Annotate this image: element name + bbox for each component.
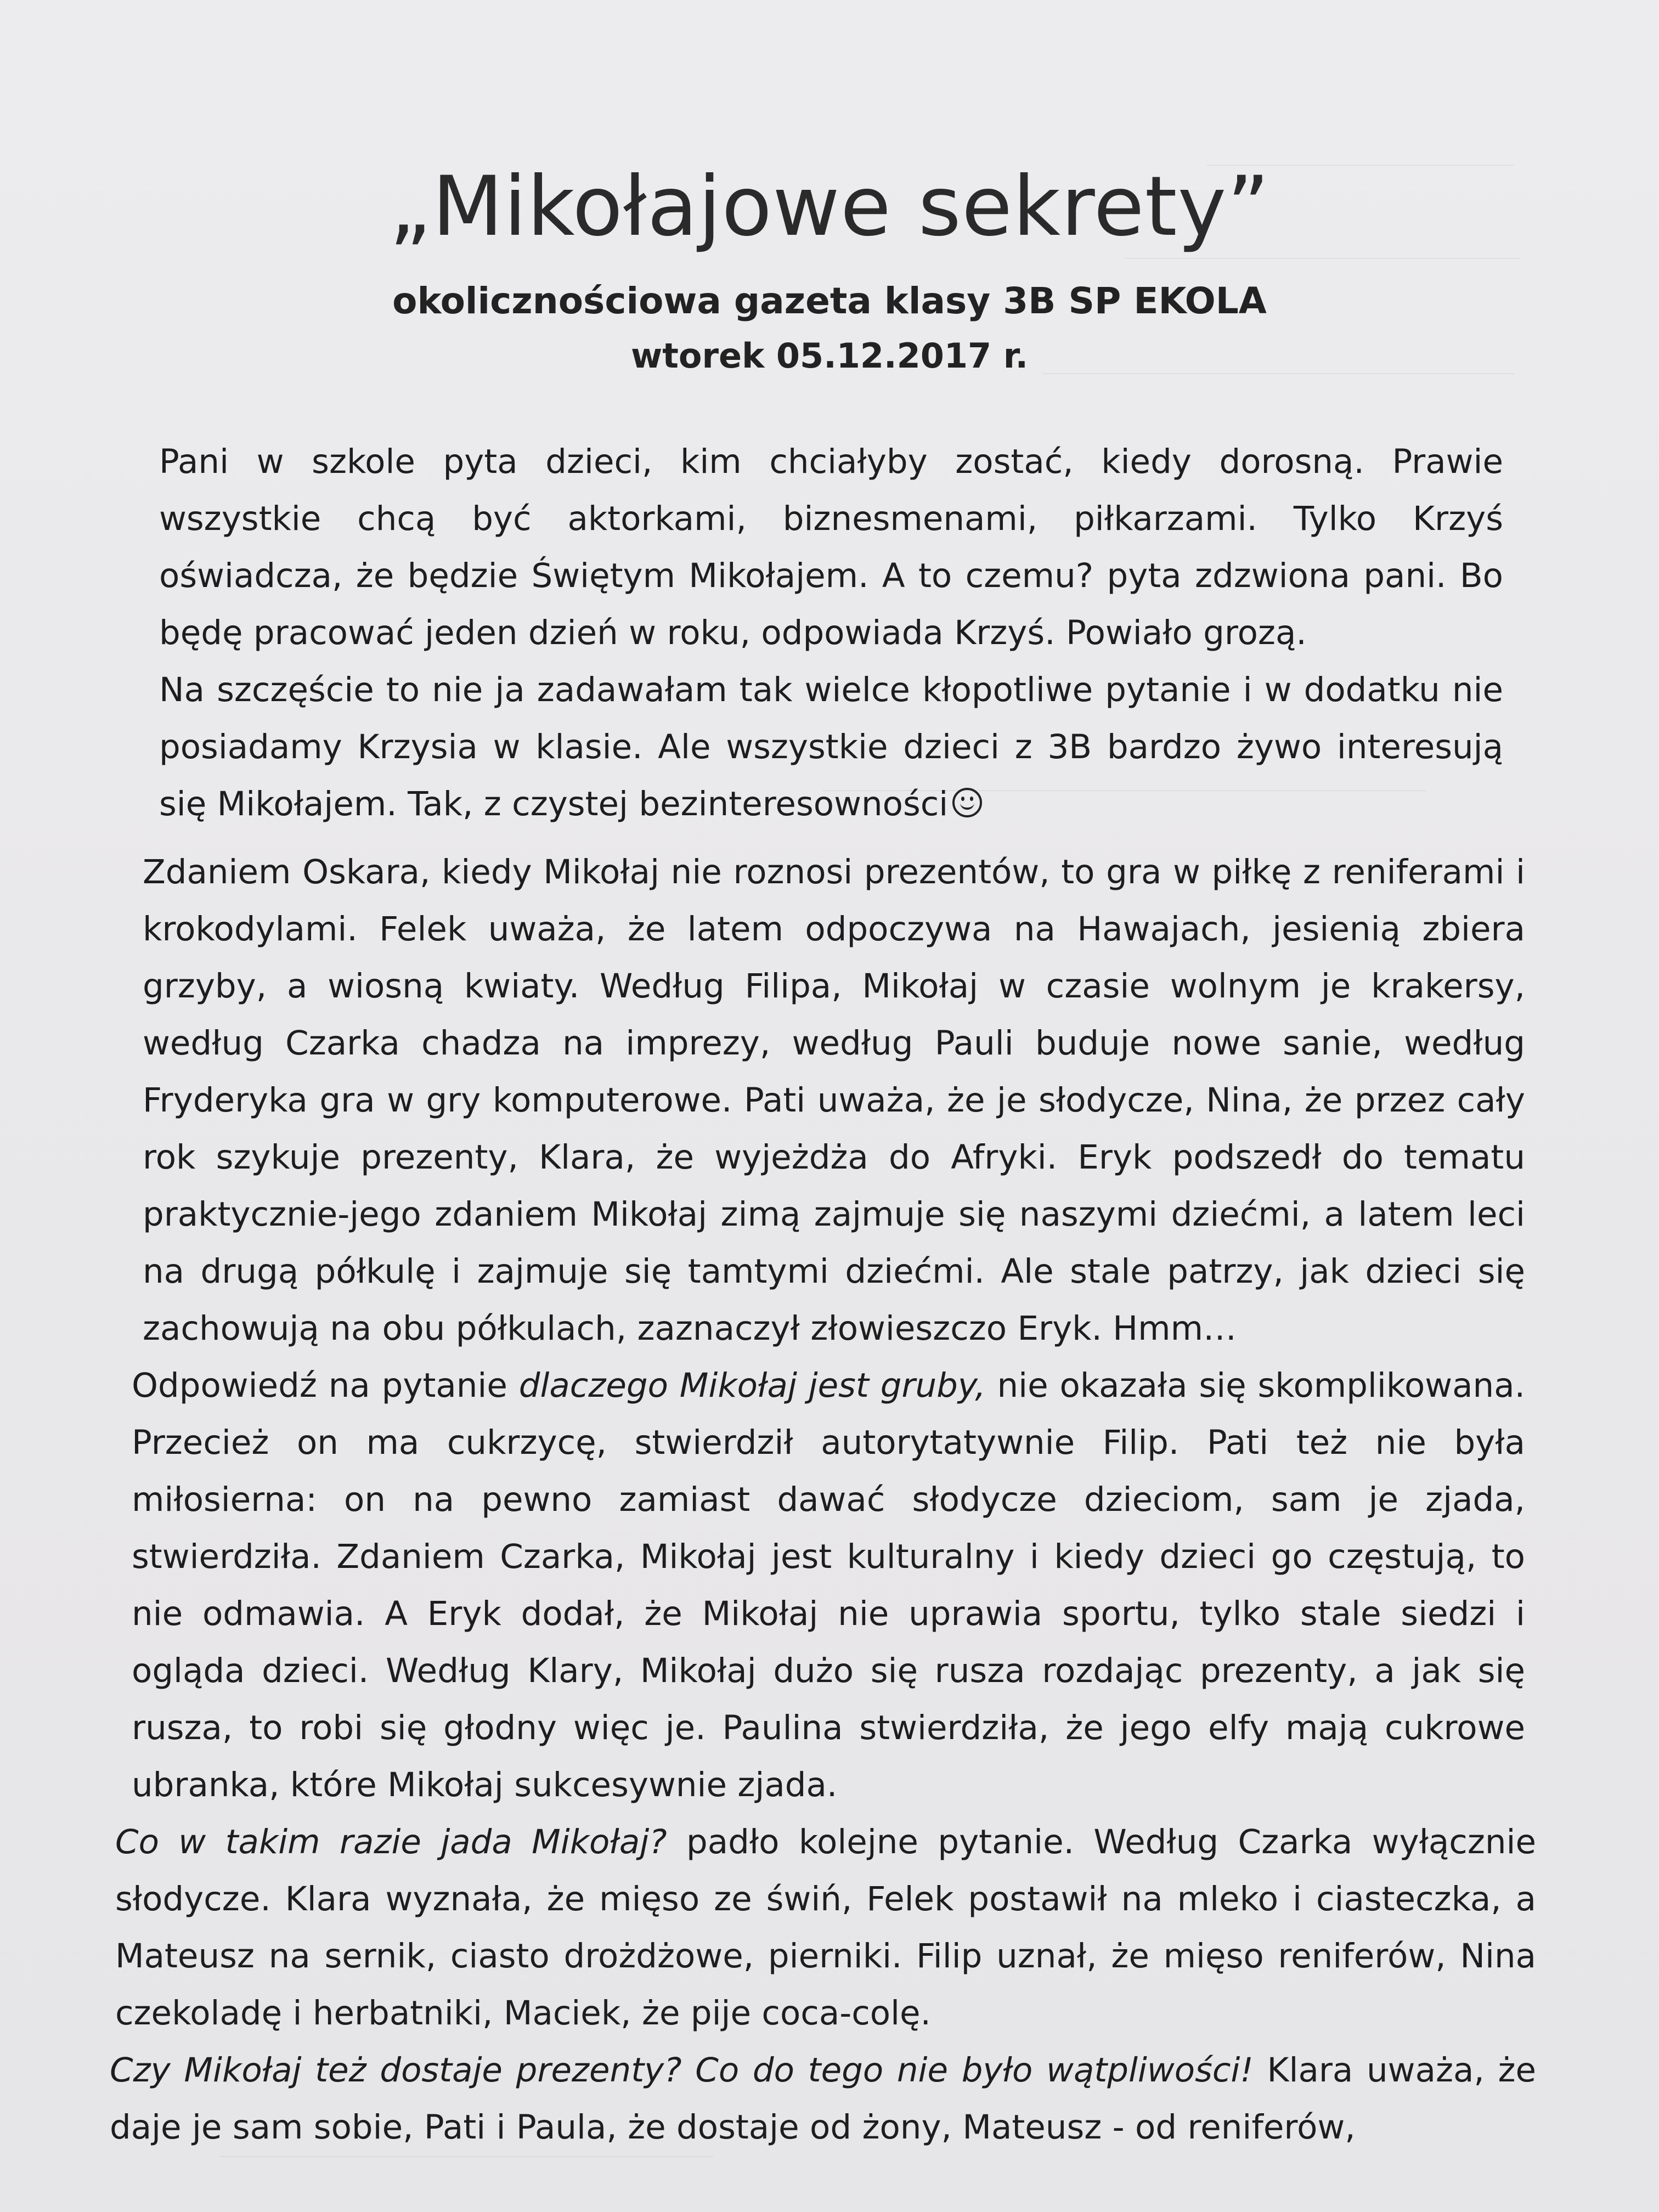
issue-date: wtorek 05.12.2017 r. [630, 336, 1029, 376]
smiley-face-icon [952, 788, 982, 817]
paragraph-1 [159, 433, 1503, 662]
paragraph-6 [110, 2042, 1536, 2156]
paragraph-2 [159, 662, 1503, 833]
paragraph-5-text-rest: padło kolejne pytanie. Według Czarka wyłącznie słodycze. Klara wyznała, że mięso ze świń, Felek postawił na mleko i ciasteczka, a Mateusz na sernik, ciasto drożdżowe, pierniki. Filip uznał, że mięso reniferów, Nina czekoladę i herbatniki, Maciek, że pije coca-colę. [115, 1822, 1536, 2033]
paragraph-1-text: Pani w szkole pyta dzieci, kim chciałyby zostać, kiedy dorosną. Prawie wszystkie chcą być aktorkami, biznesmenami, piłkarzami. Tylko Krzyś oświadcza, że będzie Świętym Mikołajem. A to czemu? pyta zdzwiona pani. Bo będę pracować jeden dzień w roku, odpowiada Krzyś. Powiało grozą. [159, 442, 1503, 652]
paragraph-4-text-start: Odpowiedź na pytanie [132, 1366, 519, 1405]
bleed-through-line [1125, 258, 1520, 259]
paragraph-4 [132, 1357, 1525, 1814]
page-subtitle: okolicznościowa gazeta klasy 3B SP EKOLA [392, 280, 1267, 322]
paragraph-4-italic: dlaczego Mikołaj jest gruby, [518, 1366, 986, 1405]
paragraph-6-text-rest: Klara uważa, że daje je sam sobie, Pati i Paula, że dostaje od żony, Mateusz - od reniferów, [110, 2051, 1536, 2147]
paragraph-3-text: Zdaniem Oskara, kiedy Mikołaj nie roznosi prezentów, to gra w piłkę z reniferami i krokodylami. Felek uważa, że latem odpoczywa na Hawajach, jesienią zbiera grzyby, a wiosną kwiaty. Według Filipa, Mikołaj w czasie wolnym je krakersy, według Czarka chadza na imprezy, według Pauli buduje nowe sanie, według Fryderyka gra w gry komputerowe. Pati uważa, że je słodycze, Nina, że przez cały rok szykuje prezenty, Klara, że wyjeżdża do Afryki. Eryk podszedł do tematu praktycznie-jego zdaniem Mikołaj zimą zajmuje się naszymi dziećmi, a latem leci na drugą półkulę i zajmuje się tamtymi dziećmi. Ale stale patrzy, jak dzieci się zachowują na obu półkulach, zaznaczył złowieszczo Eryk. Hmm… [143, 853, 1525, 1348]
paragraph-5-italic: Co w takim razie jada Mikołaj? [115, 1822, 667, 1861]
paragraph-2-text: Na szczęście to nie ja zadawałam tak wielce kłopotliwe pytanie i w dodatku nie posiadamy Krzysia w klasie. Ale wszystkie dzieci z 3B bardzo żywo interesują się Mikołajem. Tak, z czystej bezinteresowności [159, 670, 1503, 823]
paragraph-3 [143, 844, 1525, 1357]
paragraph-5 [115, 1814, 1536, 2042]
bleed-through-line [219, 2156, 713, 2157]
paragraph-6-italic: Czy Mikołaj też dostaje prezenty? Co do tego nie było wątpliwości! [110, 2051, 1254, 2090]
article-body [104, 433, 1536, 2156]
paragraph-4-text-rest: nie okazała się skomplikowana. Przecież on ma cukrzycę, stwierdził autorytatywnie Filip. Pati też nie była miłosierna: on na pewno zamiast dawać słodycze dzieciom, sam je zjada, stwierdziła. Zdaniem Czarka, Mikołaj jest kulturalny i kiedy dzieci go częstują, to nie odmawia. A Eryk dodał, że Mikołaj nie uprawia sportu, tylko stale siedzi i ogląda dzieci. Według Klary, Mikołaj dużo się rusza rozdając prezenty, a jak się rusza, to robi się głodny więc je. Paulina stwierdziła, że jego elfy mają cukrowe ubranka, które Mikołaj sukcesywnie zjada. [132, 1366, 1525, 1804]
page-title: „Mikołajowe sekrety” [389, 159, 1270, 255]
